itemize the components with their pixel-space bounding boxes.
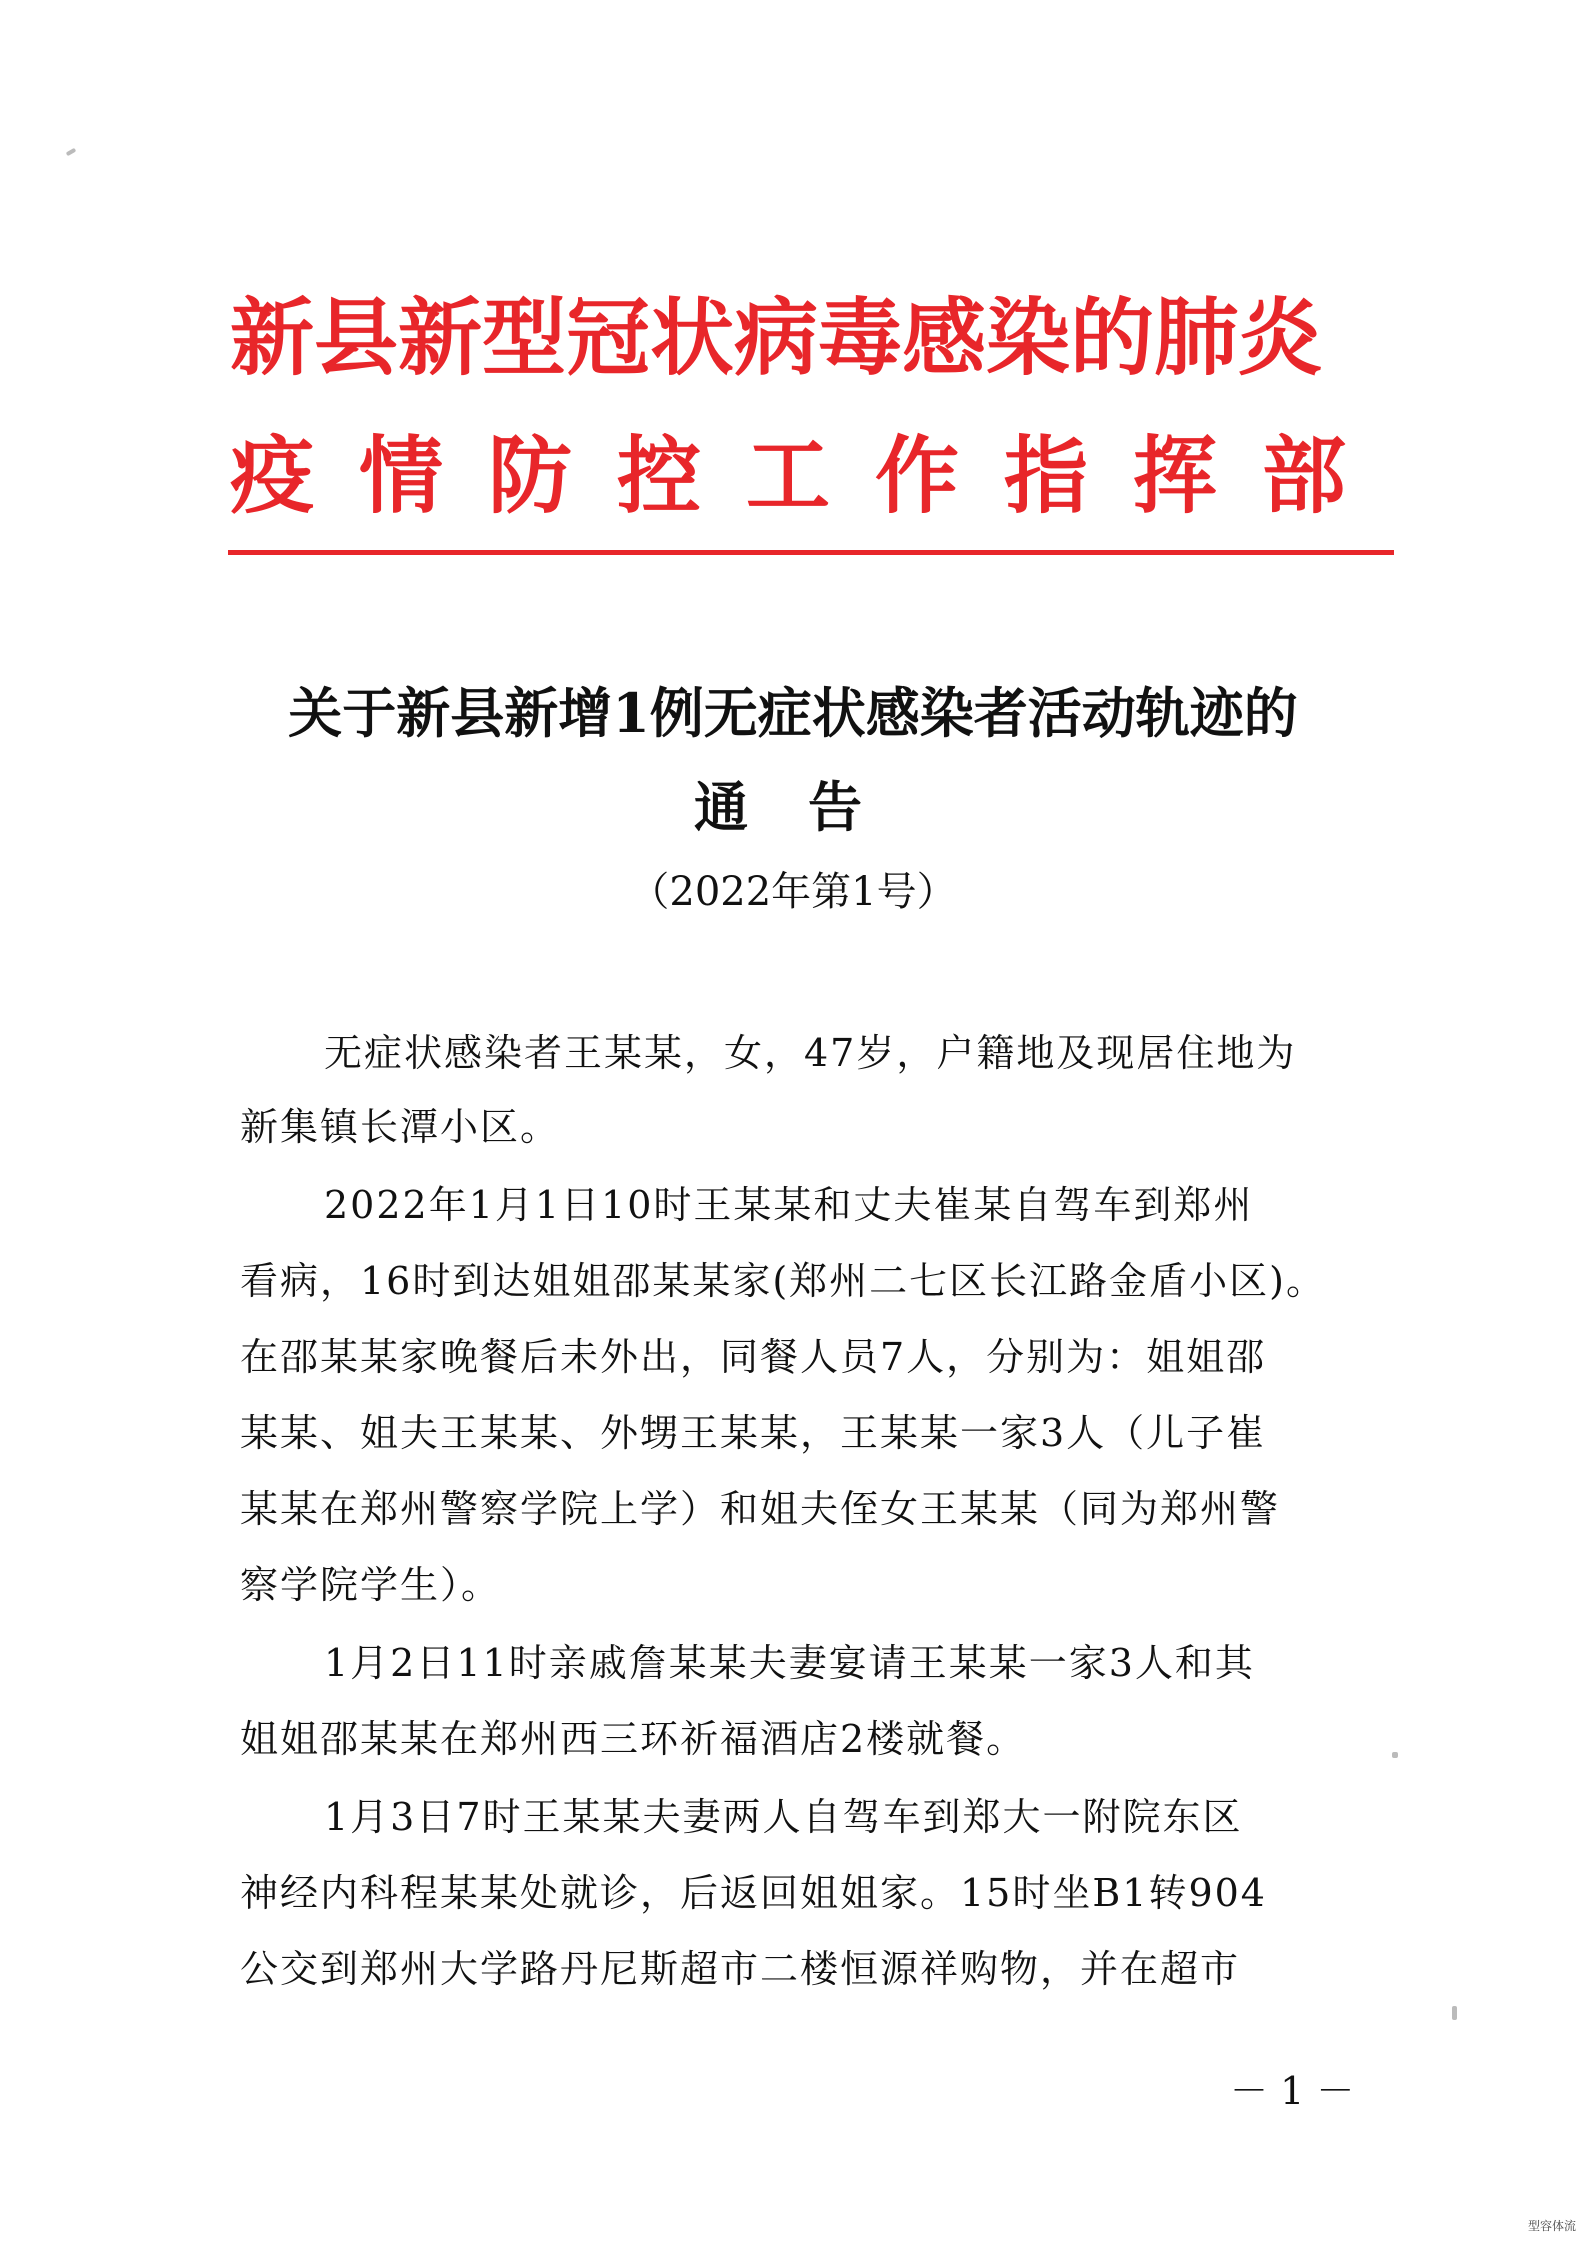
- corner-watermark: 型容体流: [1527, 2219, 1576, 2233]
- body-line: 2022年1月1日10时王某某和丈夫崔某自驾车到郑州: [324, 1183, 1254, 1227]
- body-line: 公交到郑州大学路丹尼斯超市二楼恒源祥购物，并在超市: [240, 1947, 1241, 1991]
- notice-title-line-2: 通告: [694, 775, 922, 839]
- body-line: 新集镇长潭小区。: [240, 1105, 561, 1149]
- body-line: 某某在郑州警察学院上学）和姐夫侄女王某某（同为郑州警: [240, 1487, 1281, 1531]
- body-line: 1月2日11时亲戚詹某某夫妻宴请王某某一家3人和其: [324, 1641, 1255, 1685]
- red-separator-line: [228, 550, 1394, 555]
- body-line: 神经内科程某某处就诊，后返回姐姐家。15时坐B1转904: [240, 1871, 1267, 1915]
- body-line: 某某、姐夫王某某、外甥王某某，王某某一家3人（儿子崔: [240, 1411, 1267, 1455]
- body-line: 1月3日7时王某某夫妻两人自驾车到郑大一附院东区: [324, 1795, 1243, 1839]
- scan-speck: [1452, 2006, 1457, 2020]
- body-line: 无症状感染者王某某，女，47岁，户籍地及现居住地为: [324, 1031, 1297, 1075]
- body-line: 看病，16时到达姐姐邵某某家(郑州二七区长江路金盾小区)。: [240, 1259, 1327, 1303]
- document-number: （2022年第1号）: [629, 869, 957, 915]
- body-line: 姐姐邵某某在郑州西三环祈福酒店2楼就餐。: [240, 1717, 1027, 1761]
- notice-title-line-1: 关于新县新增1例无症状感染者活动轨迹的: [288, 681, 1298, 745]
- body-line: 在邵某某家晚餐后未外出，同餐人员7人，分别为：姐姐邵: [240, 1335, 1267, 1379]
- issuer-header-line-1: 新县新型冠状病毒感染的肺炎: [230, 289, 1323, 387]
- body-line: 察学院学生）。: [240, 1563, 502, 1607]
- scan-speck: [1392, 1752, 1398, 1758]
- issuer-header-line-2: 疫情防控工作指挥部: [230, 427, 1392, 525]
- page-number: － 1 －: [1230, 2069, 1355, 2113]
- scan-speck: [66, 148, 77, 156]
